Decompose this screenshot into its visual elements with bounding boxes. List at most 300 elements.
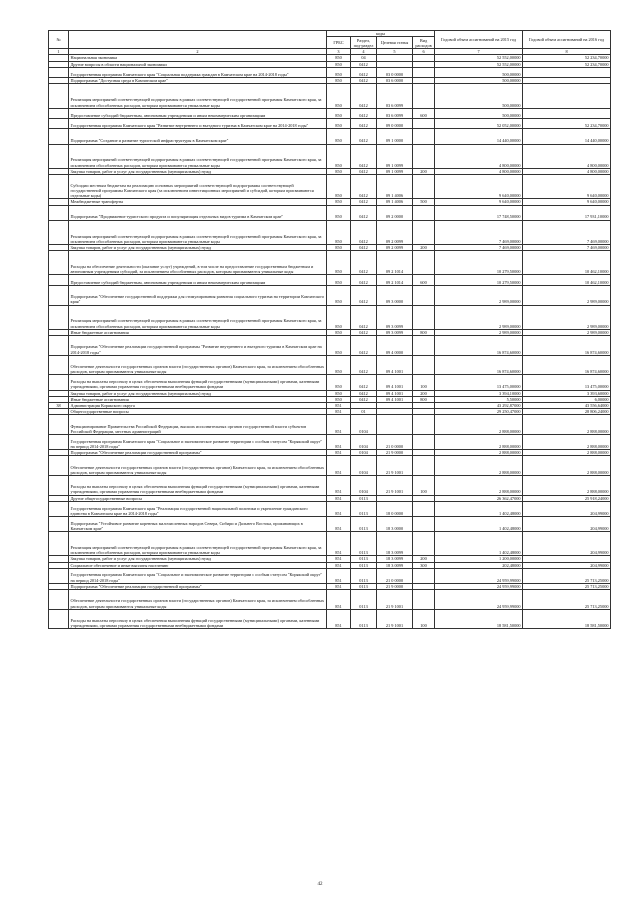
row-num: [49, 501, 69, 516]
row-vol-2016: 25 713,25000: [523, 583, 611, 589]
row-vol-2016: 2 888,00000: [523, 476, 611, 496]
row-target: 09 4 1001: [377, 390, 413, 396]
row-grbs: 850: [327, 108, 351, 118]
row-type: [413, 456, 435, 476]
row-target: 18 3 0099: [377, 556, 413, 562]
table-row: [49, 435, 611, 450]
row-grbs: 851: [327, 590, 351, 610]
row-name: Закупка товаров, работ и услуг для государственных (муниципальных) нужд: [69, 556, 327, 562]
row-num: [49, 108, 69, 118]
row-type: 100: [413, 476, 435, 496]
row-name: Функционирование Правительства Российской Федерации, высших исполнительных органов государственной власти субъектов Российской Федерации, местных администраций: [69, 415, 327, 435]
row-vol-2016: 25 713,25000: [523, 568, 611, 583]
row-target: 18 3 0099: [377, 532, 413, 556]
row-name: Предоставление субсидий бюджетным, автономным учреждениям и иным некоммерческим организациям: [69, 275, 327, 285]
row-vol-2016: [523, 108, 611, 118]
row-grbs: 850: [327, 55, 351, 61]
table-row: [49, 336, 611, 356]
row-section: 0412: [351, 336, 377, 356]
row-name: Государственная программа Камчатского края "Социальное и экономическое развитие территории с особым статусом "Корякский округ" на период 2014-2018 годы": [69, 568, 327, 583]
row-section: 0412: [351, 275, 377, 285]
table-row: [49, 275, 611, 285]
row-grbs: 850: [327, 129, 351, 144]
row-name: Национальная экономика: [69, 55, 327, 61]
row-target: 18 0 0000: [377, 501, 413, 516]
row-section: 0412: [351, 329, 377, 335]
row-num: [49, 251, 69, 275]
row-vol-2015: 2 989,00000: [435, 329, 523, 335]
row-type: 200: [413, 168, 435, 174]
table-row: [49, 516, 611, 531]
row-grbs: 850: [327, 220, 351, 244]
table-row: [49, 532, 611, 556]
table-row: [49, 84, 611, 108]
row-name: Межбюджетные трансферты: [69, 199, 327, 205]
row-type: [413, 220, 435, 244]
header-idx: 4: [351, 49, 377, 55]
row-vol-2016: 9 640,00000: [523, 175, 611, 199]
header-idx: 7: [435, 49, 523, 55]
row-name: Закупка товаров, работ и услуг для государственных (муниципальных) нужд: [69, 390, 327, 396]
row-vol-2016: 2 888,00000: [523, 450, 611, 456]
row-target: 21 9 1001: [377, 456, 413, 476]
row-name: Другие вопросы в области национальной экономики: [69, 61, 327, 67]
row-grbs: 850: [327, 305, 351, 329]
row-target: 09 3 0099: [377, 329, 413, 335]
row-section: 0412: [351, 251, 377, 275]
row-grbs: 850: [327, 396, 351, 402]
header-idx: 5: [377, 49, 413, 55]
row-section: 0412: [351, 119, 377, 129]
row-num: [49, 476, 69, 496]
row-section: 0412: [351, 108, 377, 118]
row-vol-2015: 52 552,00000: [435, 61, 523, 67]
header-section: Раздел, под-раздел: [351, 37, 377, 49]
header-idx: 2: [69, 49, 327, 55]
row-section: 0412: [351, 61, 377, 67]
row-vol-2015: 17 748,50000: [435, 205, 523, 220]
row-num: [49, 609, 69, 629]
row-target: 09 1 0000: [377, 129, 413, 144]
row-vol-2015: 202,48000: [435, 562, 523, 568]
table-row: [49, 415, 611, 435]
row-num: [49, 568, 69, 583]
row-name: Общегосударственные вопросы: [69, 409, 327, 415]
row-section: 0412: [351, 375, 377, 390]
table-row: [49, 355, 611, 375]
row-section: 01: [351, 409, 377, 415]
row-grbs: 851: [327, 568, 351, 583]
row-section: 0113: [351, 556, 377, 562]
row-name: Расходы на выплаты персоналу в целях обеспечения выполнения функций государственными (муниципальными) органами, казенными учреждениями, органами управления государственными внебюджетными фондами: [69, 476, 327, 496]
row-target: 03 6 0000: [377, 78, 413, 84]
row-name: Расходы на выплаты персоналу в целях обеспечения выполнения функций государственными (муниципальными) органами, казенными учреждениями, органами управления государственными внебюджетными фондами: [69, 375, 327, 390]
row-grbs: 850: [327, 144, 351, 168]
row-name: Закупка товаров, работ и услуг для государственных (муниципальных) нужд: [69, 244, 327, 250]
row-vol-2015: 2 888,00000: [435, 456, 523, 476]
row-grbs: 851: [327, 495, 351, 501]
row-grbs: 850: [327, 336, 351, 356]
row-num: [49, 67, 69, 77]
row-grbs: 850: [327, 67, 351, 77]
row-vol-2016: 18 581,50000: [523, 609, 611, 629]
row-vol-2016: 2 989,00000: [523, 285, 611, 305]
header-idx: 6: [413, 49, 435, 55]
row-num: [49, 285, 69, 305]
row-name: Подпрограмма "Создание и развитие туристской инфраструктуры в Камчатском крае": [69, 129, 327, 144]
row-grbs: 851: [327, 562, 351, 568]
header-type: Вид расходов: [413, 37, 435, 49]
row-vol-2016: 25 713,25000: [523, 590, 611, 610]
budget-table: [48, 30, 611, 629]
row-grbs: 850: [327, 205, 351, 220]
row-grbs: 851: [327, 450, 351, 456]
row-grbs: 851: [327, 609, 351, 629]
row-type: 600: [413, 108, 435, 118]
row-name: Социальное обеспечение и иные выплаты населению: [69, 562, 327, 568]
row-vol-2016: [523, 84, 611, 108]
row-grbs: 851: [327, 476, 351, 496]
row-type: [413, 516, 435, 531]
table-row: [49, 609, 611, 629]
row-vol-2016: 13 475,00000: [523, 375, 611, 390]
row-num: [49, 129, 69, 144]
row-vol-2016: 2 989,00000: [523, 329, 611, 335]
row-grbs: 850: [327, 175, 351, 199]
row-vol-2015: 43 292,87000: [435, 402, 523, 408]
row-grbs: 851: [327, 556, 351, 562]
table-row: [49, 568, 611, 583]
row-type: 300: [413, 562, 435, 568]
row-name: Обеспечение деятельности государственных органов власти (государственных органов) Камчатского края, за исключением обособленных расходов, которым присваиваются уникальные коды: [69, 456, 327, 476]
page-number: 42: [317, 882, 323, 887]
row-grbs: 851: [327, 435, 351, 450]
row-target: 18 3 0099: [377, 562, 413, 568]
table-row: [49, 108, 611, 118]
row-vol-2016: 16 874,60000: [523, 355, 611, 375]
row-vol-2015: 500,00000: [435, 78, 523, 84]
row-vol-2016: 7 469,00000: [523, 244, 611, 250]
row-target: 09 3 0099: [377, 305, 413, 329]
table-row: [49, 251, 611, 275]
row-type: [413, 305, 435, 329]
header-vol-2015: Годовой объем ассигнований на 2015 год: [435, 31, 523, 49]
row-name: Государственная программа Камчатского края "Развитие внутреннего и въездного туризма в Камчатском крае на 2014-2018 годы": [69, 119, 327, 129]
row-num: [49, 119, 69, 129]
row-vol-2015: 4 800,00000: [435, 144, 523, 168]
row-vol-2016: 204,99000: [523, 516, 611, 531]
row-type: 100: [413, 609, 435, 629]
row-vol-2016: [523, 67, 611, 77]
row-section: 0113: [351, 532, 377, 556]
row-vol-2015: 1 402,48000: [435, 501, 523, 516]
row-vol-2015: 24 959,99000: [435, 590, 523, 610]
table-header: [49, 31, 611, 55]
row-target: 09 2 0000: [377, 205, 413, 220]
row-type: [413, 355, 435, 375]
row-vol-2015: 4 800,00000: [435, 168, 523, 174]
row-section: 0412: [351, 396, 377, 402]
row-section: 0113: [351, 568, 377, 583]
row-name: Государственная программа Камчатского края "Социальная поддержка граждан в Камчатском крае на 2014-2018 годы": [69, 67, 327, 77]
row-type: [413, 84, 435, 108]
row-target: 03 6 0099: [377, 108, 413, 118]
row-target: 09 0 0000: [377, 119, 413, 129]
row-name: Администрация Корякского округа: [69, 402, 327, 408]
row-target: 21 9 0000: [377, 450, 413, 456]
row-vol-2015: 52 052,00000: [435, 119, 523, 129]
row-num: [49, 355, 69, 375]
row-vol-2016: 17 931,10000: [523, 205, 611, 220]
row-type: [413, 336, 435, 356]
row-vol-2016: 10 462,10000: [523, 275, 611, 285]
row-type: [413, 590, 435, 610]
header-vol-2016: Годовой объем ассигнований на 2016 год: [523, 31, 611, 49]
row-vol-2015: 500,00000: [435, 108, 523, 118]
row-type: [413, 175, 435, 199]
row-section: 0113: [351, 583, 377, 589]
row-vol-2015: 7 469,00000: [435, 244, 523, 250]
row-vol-2016: 52 234,70000: [523, 55, 611, 61]
row-section: 0104: [351, 450, 377, 456]
row-name: Расходы на выплаты персоналу в целях обеспечения выполнения функций государственными (муниципальными) органами, казенными учреждениями, органами управления государственными внебюджетными фондами: [69, 609, 327, 629]
table-row: [49, 501, 611, 516]
row-vol-2016: 16 874,60000: [523, 336, 611, 356]
row-section: 0412: [351, 220, 377, 244]
row-grbs: 851: [327, 402, 351, 408]
table-row: [49, 285, 611, 305]
table-row: [49, 205, 611, 220]
row-vol-2015: 3 394,10000: [435, 390, 523, 396]
row-vol-2015: 14 440,00000: [435, 129, 523, 144]
row-target: 09 2 1014: [377, 275, 413, 285]
row-type: [413, 501, 435, 516]
row-name: Подпрограмма "Обеспечение государственной поддержки для стимулирования развития социального туризма на территории Камчатского края": [69, 285, 327, 305]
row-vol-2016: 4 800,00000: [523, 144, 611, 168]
row-name: Иные бюджетные ассигнования: [69, 396, 327, 402]
row-target: 09 1 4006: [377, 175, 413, 199]
row-grbs: 851: [327, 415, 351, 435]
row-type: [413, 119, 435, 129]
row-vol-2015: 2 888,00000: [435, 415, 523, 435]
table-row: [49, 305, 611, 329]
table-row: [49, 67, 611, 77]
row-section: 0104: [351, 456, 377, 476]
row-section: 0412: [351, 67, 377, 77]
row-vol-2015: 18 581,50000: [435, 609, 523, 629]
row-vol-2015: 24 959,99000: [435, 583, 523, 589]
row-name: Реализация мероприятий соответствующей подпрограммы в рамках соответствующей государственной программы Камчатского края, за исключением обособленных расходов, которым присваиваются уникальные коды: [69, 84, 327, 108]
row-name: Расходы на обеспечение деятельности (оказание услуг) учреждений, в том числе на предоставление государственным бюджетным и автономным учреждениям субсидий, за исключением обособленных расходов, которым присваиваются уникальные коды: [69, 251, 327, 275]
table-row: [49, 220, 611, 244]
row-target: 03 6 0099: [377, 84, 413, 108]
row-vol-2016: 2 888,00000: [523, 415, 611, 435]
row-section: 0412: [351, 205, 377, 220]
row-target: 09 4 1001: [377, 355, 413, 375]
row-type: [413, 285, 435, 305]
row-section: 0113: [351, 516, 377, 531]
row-vol-2016: 6,00000: [523, 396, 611, 402]
row-vol-2016: 2 888,00000: [523, 456, 611, 476]
row-grbs: 850: [327, 61, 351, 67]
row-vol-2016: 7 469,00000: [523, 220, 611, 244]
row-num: [49, 305, 69, 329]
row-num: [49, 415, 69, 435]
header-codes: коды: [327, 31, 435, 37]
row-vol-2015: 10 279,50000: [435, 251, 523, 275]
row-type: [413, 205, 435, 220]
row-grbs: 850: [327, 119, 351, 129]
row-target: 09 1 4006: [377, 199, 413, 205]
row-vol-2015: 16 874,60000: [435, 355, 523, 375]
row-section: 0412: [351, 199, 377, 205]
row-num: [49, 220, 69, 244]
row-section: 0104: [351, 476, 377, 496]
row-type: 200: [413, 556, 435, 562]
header-idx: 1: [49, 49, 69, 55]
row-grbs: 851: [327, 516, 351, 531]
header-idx: 8: [523, 49, 611, 55]
row-section: 0113: [351, 609, 377, 629]
row-type: [413, 144, 435, 168]
row-name: Реализация мероприятий соответствующей подпрограммы в рамках соответствующей государственной программы Камчатского края, за исключением обособленных расходов, которым присваиваются уникальные коды: [69, 144, 327, 168]
table-row: [49, 175, 611, 199]
row-section: 04: [351, 55, 377, 61]
row-section: 0412: [351, 168, 377, 174]
row-section: 0412: [351, 84, 377, 108]
row-name: Иные бюджетные ассигнования: [69, 329, 327, 335]
row-section: 0412: [351, 129, 377, 144]
row-target: 18 3 0000: [377, 516, 413, 531]
row-section: 0412: [351, 175, 377, 199]
row-target: 09 2 1014: [377, 251, 413, 275]
row-vol-2016: 2 888,00000: [523, 435, 611, 450]
row-type: 200: [413, 244, 435, 250]
row-vol-2016: 43 556,64000: [523, 402, 611, 408]
row-vol-2015: 24 959,99000: [435, 568, 523, 583]
row-section: 0104: [351, 435, 377, 450]
row-grbs: 850: [327, 329, 351, 335]
row-section: 0113: [351, 495, 377, 501]
row-vol-2016: 25 918,24000: [523, 495, 611, 501]
row-grbs: 851: [327, 532, 351, 556]
row-target: 09 1 0099: [377, 168, 413, 174]
row-vol-2016: 28 806,24000: [523, 409, 611, 415]
row-type: 600: [413, 275, 435, 285]
row-vol-2016: 14 440,00000: [523, 129, 611, 144]
row-type: [413, 67, 435, 77]
row-name: Обеспечение деятельности государственных органов власти (государственных органов) Камчатского края, за исключением обособленных расходов, которым присваиваются уникальные коды: [69, 590, 327, 610]
row-vol-2015: 29 250,47000: [435, 409, 523, 415]
header-target: Целевая статья: [377, 37, 413, 49]
row-num: [49, 590, 69, 610]
row-num: [49, 275, 69, 285]
row-target: 09 4 1001: [377, 396, 413, 402]
row-type: [413, 251, 435, 275]
row-num: [49, 532, 69, 556]
row-grbs: 850: [327, 251, 351, 275]
row-vol-2016: 10 462,10000: [523, 251, 611, 275]
row-section: 0412: [351, 305, 377, 329]
row-name: Подпрограмма "Продвижение туристского продукта и популяризация отдельных видов туризма в Камчатском крае": [69, 205, 327, 220]
table-row: [49, 590, 611, 610]
row-section: 0412: [351, 78, 377, 84]
row-num: [49, 175, 69, 199]
row-grbs: 850: [327, 199, 351, 205]
row-vol-2015: 2 989,00000: [435, 285, 523, 305]
row-section: 0412: [351, 244, 377, 250]
row-vol-2016: 9 640,00000: [523, 199, 611, 205]
row-vol-2015: 13 475,00000: [435, 375, 523, 390]
row-grbs: 850: [327, 390, 351, 396]
row-name: Предоставление субсидий бюджетным, автономным учреждениям и иным некоммерческим организациям: [69, 108, 327, 118]
row-num: 38: [49, 402, 69, 408]
row-target: 21 0 0000: [377, 435, 413, 450]
table-row: [49, 144, 611, 168]
row-target: 09 3 0000: [377, 285, 413, 305]
row-grbs: 850: [327, 275, 351, 285]
table-body: [49, 55, 611, 629]
row-vol-2016: 4 800,00000: [523, 168, 611, 174]
row-grbs: 851: [327, 456, 351, 476]
row-type: 200: [413, 390, 435, 396]
header-num: №: [49, 31, 69, 49]
row-target: 09 2 0099: [377, 220, 413, 244]
row-target: 21 9 1001: [377, 609, 413, 629]
row-type: [413, 129, 435, 144]
row-vol-2015: 52 552,00000: [435, 55, 523, 61]
row-target: 03 0 0000: [377, 67, 413, 77]
table-row: [49, 476, 611, 496]
row-grbs: 850: [327, 244, 351, 250]
header-idx: 3: [327, 49, 351, 55]
header-grbs: ГРБС: [327, 37, 351, 49]
row-num: [49, 375, 69, 390]
row-type: [413, 415, 435, 435]
row-vol-2016: 52 234,70000: [523, 61, 611, 67]
row-target: 21 9 0000: [377, 583, 413, 589]
row-vol-2015: 10 279,50000: [435, 275, 523, 285]
row-name: Реализация мероприятий соответствующей подпрограммы в рамках соответствующей государственной программы Камчатского края, за исключением обособленных расходов, которым присваиваются уникальные коды: [69, 305, 327, 329]
row-grbs: 850: [327, 355, 351, 375]
row-num: [49, 456, 69, 476]
row-vol-2016: 52 234,70000: [523, 119, 611, 129]
row-vol-2015: 1 402,48000: [435, 532, 523, 556]
table-row: [49, 129, 611, 144]
row-grbs: 851: [327, 409, 351, 415]
row-target: 09 1 0099: [377, 144, 413, 168]
row-num: [49, 516, 69, 531]
row-section: 0412: [351, 355, 377, 375]
row-name: Подпрограмма "Обеспечение реализации государственной программы": [69, 583, 327, 589]
document-page: [48, 30, 610, 629]
table-row: [49, 456, 611, 476]
row-vol-2016: 2 989,00000: [523, 305, 611, 329]
row-vol-2015: 1 200,00000: [435, 556, 523, 562]
row-section: 0113: [351, 590, 377, 610]
row-vol-2015: 9 640,00000: [435, 199, 523, 205]
row-vol-2015: 500,00000: [435, 67, 523, 77]
row-name: Государственная программа Камчатского края "Социальное и экономическое развитие территории с особым статусом "Корякский округ" на период 2014-2018 годы": [69, 435, 327, 450]
row-grbs: 851: [327, 583, 351, 589]
row-vol-2015: 9 640,00000: [435, 175, 523, 199]
row-name: Реализация мероприятий соответствующей подпрограммы в рамках соответствующей государственной программы Камчатского края, за исключением обособленных расходов, которым присваиваются уникальные коды: [69, 532, 327, 556]
row-type: [413, 568, 435, 583]
row-target: 09 4 1001: [377, 375, 413, 390]
row-vol-2015: 500,00000: [435, 84, 523, 108]
row-vol-2016: 204,99000: [523, 532, 611, 556]
row-grbs: 850: [327, 375, 351, 390]
